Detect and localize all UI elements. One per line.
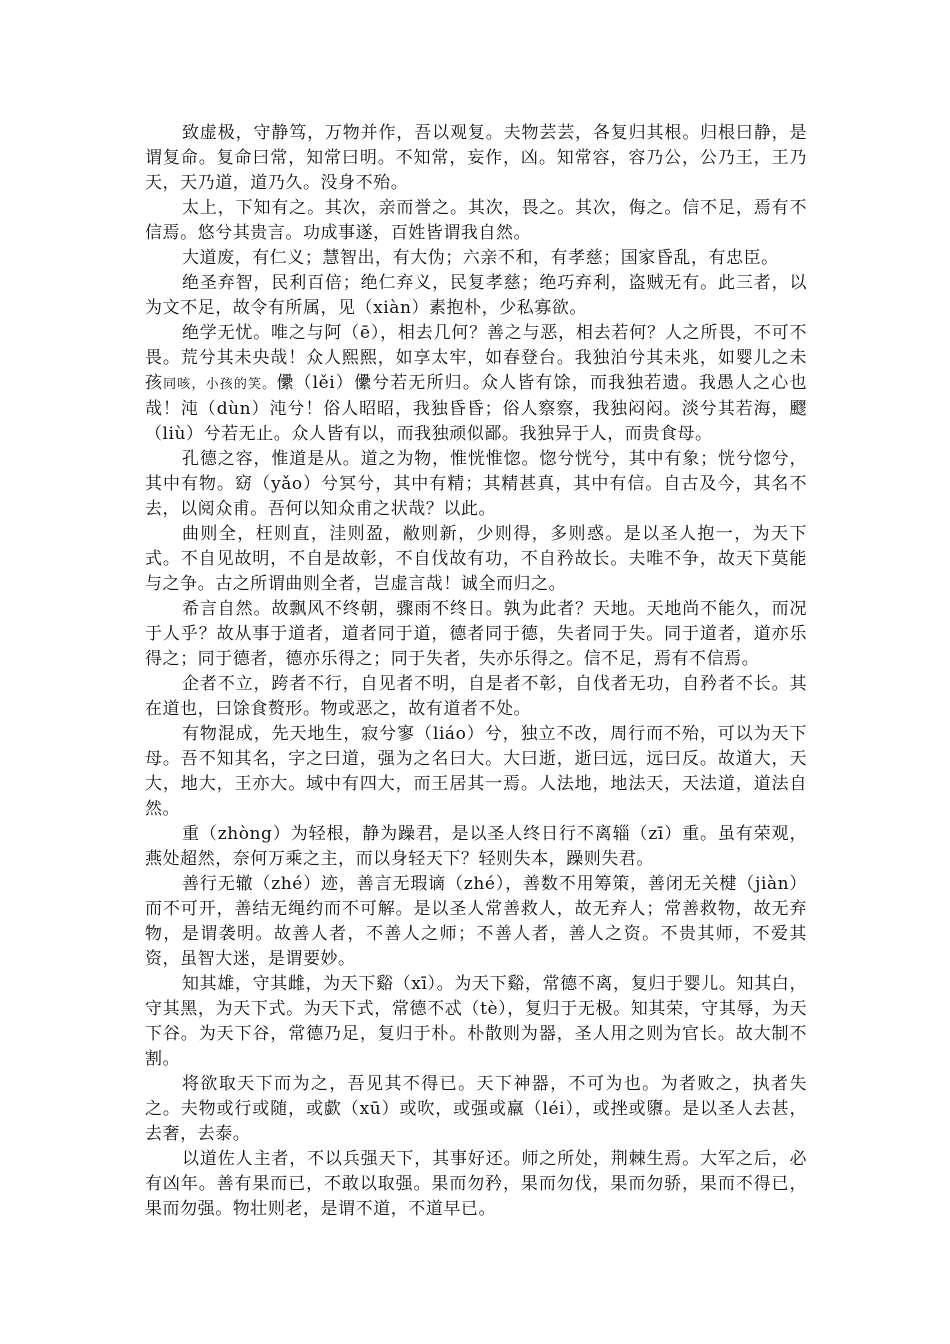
- paragraph-20: [145, 321, 807, 447]
- paragraph-16: 致虚极，守静笃，万物并作，吾以观复。夫物芸芸，各复归其根。归根曰静，是谓复命。复命曰常，知常曰明。不知常，妄作，凶。知常容，容乃公，公乃王，王乃天，天乃道，道乃久。没身不殆。: [145, 123, 807, 193]
- paragraph-17: 太上，下知有之。其次，亲而誉之。其次，畏之。其次，侮之。信不足，焉有不信焉。悠兮其贵言。功成事遂，百姓皆谓我自然。: [145, 198, 807, 243]
- paragraph-20-text-a: 绝学无忧。唯之与阿（ē），相去几何？善之与恶，相去若何？人之所畏，不可不畏。荒兮其未央哉！众人熙熙，如享太牢，如春登台。我独泊兮其未兆，如婴儿之未孩: [145, 323, 807, 393]
- paragraph-20-annotation: 同咳，小孩的笑。: [163, 377, 277, 392]
- document-page: [145, 121, 807, 1222]
- paragraph-21: 孔德之容，惟道是从。道之为物，惟恍惟惚。惚兮恍兮，其中有象；恍兮惚兮，其中有物。窈（yǎo）兮冥兮，其中有精；其精甚真，其中有信。自古及今，其名不去，以阅众甫。吾何以知众甫之状哉？以此。: [145, 449, 807, 519]
- paragraph-30: 以道佐人主者，不以兵强天下，其事好还。师之所处，荆棘生焉。大军之后，必有凶年。善有果而已，不敢以取强。果而勿矜，果而勿伐，果而勿骄，果而不得已，果而勿强。物壮则老，是谓不道，不道早已。: [145, 1149, 807, 1219]
- paragraph-18: 大道废，有仁义；慧智出，有大伪；六亲不和，有孝慈；国家昏乱，有忠臣。: [182, 248, 779, 268]
- paragraph-26: 重（zhòng）为轻根，静为躁君，是以圣人终日行不离辎（zī）重。虽有荣观，燕处超然，奈何万乘之主，而以身轻天下？轻则失本，躁则失君。: [145, 824, 807, 869]
- paragraph-28: 知其雄，守其雌，为天下谿（xī）。为天下谿，常德不离，复归于婴儿。知其白，守其黑，为天下式。为天下式，常德不忒（tè），复归于无极。知其荣，守其辱，为天下谷。为天下谷，常德乃足，复归于朴。朴散则为器，圣人用之则为官长。故大制不割。: [145, 974, 807, 1069]
- paragraph-19: 绝圣弃智，民利百倍；绝仁弃义，民复孝慈；绝巧弃利，盗贼无有。此三者，以为文不足，故令有所属，见（xiàn）素抱朴，少私寡欲。: [145, 273, 807, 318]
- paragraph-24: 企者不立，跨者不行，自见者不明，自是者不彰，自伐者无功，自矜者不长。其在道也，曰馀食赘形。物或恶之，故有道者不处。: [145, 674, 807, 719]
- paragraph-22: 曲则全，枉则直，洼则盈，敝则新，少则得，多则惑。是以圣人抱一，为天下式。不自见故明，不自是故彰，不自伐故有功，不自矜故长。夫唯不争，故天下莫能与之争。古之所谓曲则全者，岂虚言哉！诚全而归之。: [145, 524, 807, 594]
- paragraph-27: 善行无辙（zhé）迹，善言无瑕谪（zhé），善数不用筹策，善闭无关楗（jiàn）而不可开，善结无绳约而不可解。是以圣人常善救人，故无弃人；常善救物，故无弃物，是谓袭明。故善人者，不善人之师；不善人者，善人之资。不贵其师，不爱其资，虽智大迷，是谓要妙。: [145, 874, 807, 969]
- paragraph-29: 将欲取天下而为之，吾见其不得已。天下神器，不可为也。为者败之，执者失之。夫物或行或随，或歔（xū）或吹，或强或羸（léi），或挫或隳。是以圣人去甚，去奢，去泰。: [145, 1074, 807, 1144]
- paragraph-23: 希言自然。故飘风不终朝，骤雨不终日。孰为此者？天地。天地尚不能久，而况于人乎？故从事于道者，道者同于道，德者同于德，失者同于失。同于道者，道亦乐得之；同于德者，德亦乐得之；同于失者，失亦乐得之。信不足，焉有不信焉。: [145, 599, 807, 669]
- paragraph-20-text-b: 儽（lěi）儽兮若无所归。众人皆有馀，而我独若遗。我愚人之心也哉！沌（dùn）沌兮！俗人昭昭，我独昏昏；俗人察察，我独闷闷。淡兮其若海，飂（liù）兮若无止。众人皆有以，而我独顽似鄙。我独异于人，而贵食母。: [145, 373, 807, 444]
- paragraph-25: 有物混成，先天地生，寂兮寥（liáo）兮，独立不改，周行而不殆，可以为天下母。吾不知其名，字之曰道，强为之名曰大。大曰逝，逝曰远，远曰反。故道大，天大，地大，王亦大。域中有四大，而王居其一焉。人法地，地法天，天法道，道法自然。: [145, 724, 807, 819]
